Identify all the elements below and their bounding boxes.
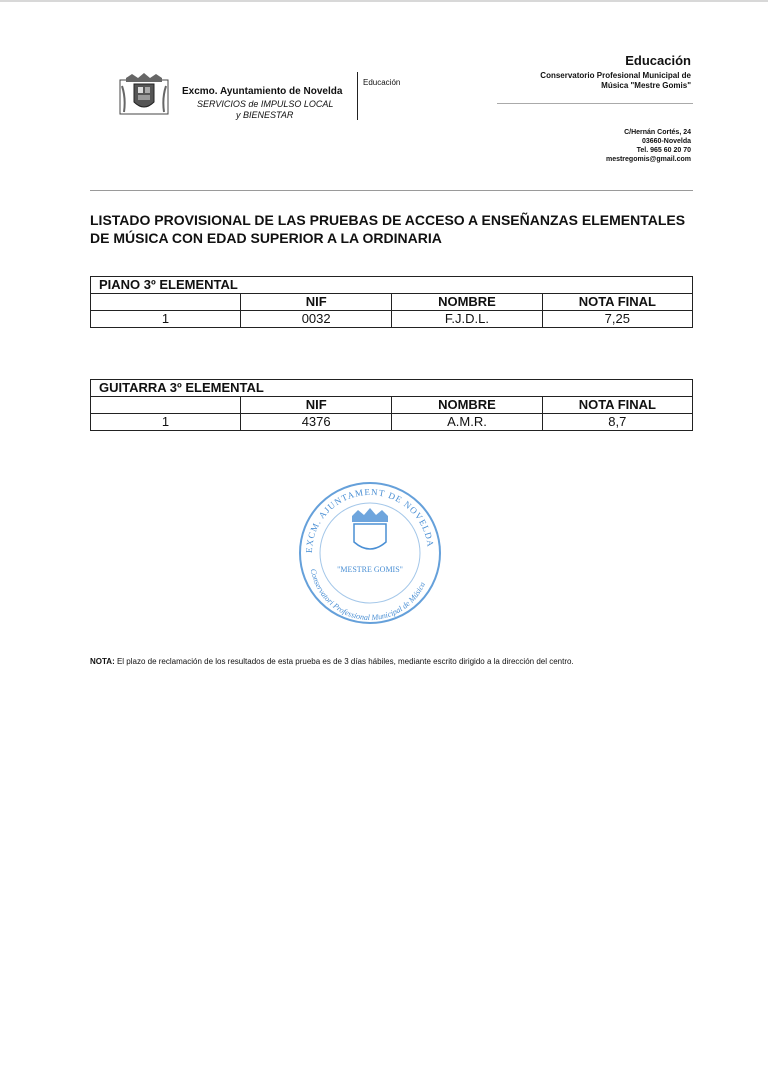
table-row	[91, 311, 693, 328]
cell-index: 1	[91, 311, 241, 328]
stamp-inner-text: Conservatori Professional Municipal de Música	[308, 567, 428, 623]
header-divider	[357, 72, 358, 120]
note-label: NOTA:	[90, 657, 115, 666]
cell-nota: 7,25	[542, 311, 692, 328]
cell-nota: 8,7	[542, 414, 692, 431]
conservatory-line-1: Conservatorio Profesional Municipal de	[540, 71, 691, 80]
official-stamp	[292, 480, 448, 626]
services-line-2: y BIENESTAR	[236, 110, 294, 120]
phone-number: Tel. 965 60 20 70	[636, 147, 691, 154]
table-row	[91, 414, 693, 431]
municipal-crest-icon	[118, 72, 170, 118]
email-address: mestregomis@gmail.com	[605, 156, 691, 163]
address-city: 03660-Novelda	[641, 138, 691, 145]
results-table-guitarra	[90, 379, 693, 431]
page-top-border	[0, 0, 768, 2]
document-title: LISTADO PROVISIONAL DE LAS PRUEBAS DE ACCESO A ENSEÑANZAS ELEMENTALES DE MÚSICA CON EDAD SUPERIOR A LA ORDINARIA	[90, 212, 686, 246]
note-text: El plazo de reclamación de los resultados de esta prueba es de 3 días hábiles, mediante escrito dirigido a la dirección del centro.	[114, 657, 574, 666]
section-rule	[90, 190, 693, 191]
cell-nif: 0032	[241, 311, 392, 328]
cell-index: 1	[91, 414, 241, 431]
cell-nif: 4376	[241, 414, 392, 431]
table-section-title: PIANO 3º ELEMENTAL	[91, 277, 693, 294]
column-header-nombre: NOMBRE	[392, 294, 542, 311]
column-header-index	[91, 294, 241, 311]
services-line-1: SERVICIOS de IMPULSO LOCAL	[197, 99, 334, 109]
column-header-nif: NIF	[241, 397, 392, 414]
address-street: C/Hernán Cortés, 24	[624, 129, 691, 136]
column-header-nota: NOTA FINAL	[542, 397, 692, 414]
cell-nombre: F.J.D.L.	[392, 311, 542, 328]
stamp-outer-text: EXCM. AJUNTAMENT DE NOVELDA	[303, 486, 436, 554]
table-section-title: GUITARRA 3º ELEMENTAL	[91, 380, 693, 397]
department-small-label: Educación	[363, 78, 401, 87]
note-paragraph	[90, 657, 574, 666]
stamp-center-text: "MESTRE GOMIS"	[337, 565, 403, 574]
column-header-nota: NOTA FINAL	[542, 294, 692, 311]
conservatory-line-2: Música "Mestre Gomis"	[601, 81, 691, 90]
results-table-piano	[90, 276, 693, 328]
stamp-shield-icon	[354, 524, 386, 549]
stamp-crown-icon	[352, 508, 388, 522]
department-title: Educación	[625, 53, 691, 68]
municipality-name: Excmo. Ayuntamiento de Novelda	[182, 86, 343, 97]
header-rule	[497, 103, 693, 104]
column-header-nombre: NOMBRE	[392, 397, 542, 414]
column-header-index	[91, 397, 241, 414]
cell-nombre: A.M.R.	[392, 414, 542, 431]
column-header-nif: NIF	[241, 294, 392, 311]
